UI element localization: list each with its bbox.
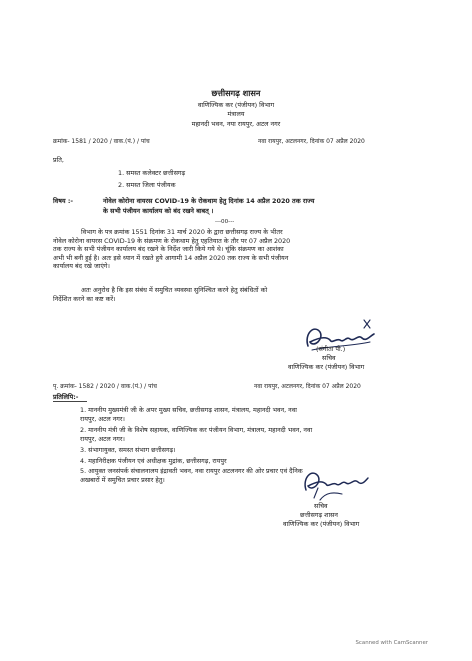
copy-label: प्रतिलिपि:- — [53, 393, 79, 401]
government-title: छत्तीसगढ़ शासन — [211, 88, 261, 98]
copy-item: 3. संभागायुक्त, समस्त संभाग छत्तीसगढ़। — [80, 446, 176, 454]
body-line: निर्देशित करने का कष्ट करें। — [53, 294, 116, 303]
subject-divider: ---00--- — [215, 219, 235, 225]
signatory-department: वाणिज्यिक कर (पंजीयन) विभाग — [288, 363, 365, 371]
signatory-name: (संगीता पी.) — [316, 345, 346, 353]
copy-label-underline — [53, 401, 87, 402]
copy-item: 2. माननीय मंत्री जी के विशेष सहायक, वाणिज्यिक कर पंजीयन विभाग, मंत्रालय, महानदी भवन, नवा — [80, 426, 313, 434]
office-address: महानदी भवन, नया रायपुर, अटल नगर — [191, 120, 281, 128]
recipient-item: 1. समस्त कलेक्टर छत्तीसगढ़ — [118, 169, 186, 177]
copy-item: रायपुर, अटल नगर। — [80, 435, 125, 443]
body-line: अतः अनुरोध है कि इस संबंध में समुचित व्यवस्था सुनिश्चित करने हेतु संबंधितों को — [81, 286, 268, 294]
recipient-item: 2. समस्त जिला पंजीयक — [118, 181, 176, 189]
endorsement-date: नवा रायपुर, अटलनगर, दिनांक 07 अप्रैल 2020 — [254, 383, 361, 390]
copy-item: 5. आयुक्त जनसंपर्क संचालनालय इंद्रावती भवन, नवा रायपुर अटलनगर की ओर प्रचार एवं दैनिक — [80, 467, 303, 475]
copy-item: 4. महानिरीक्षक पंजीयन एवं अधीक्षक मुद्रांक, छत्तीसगढ़, रायपुर — [80, 457, 227, 465]
body-paragraph — [53, 228, 417, 271]
signatory-government: छत्तीसगढ़ शासन — [300, 511, 338, 519]
order-date: नवा रायपुर, अटलनगर, दिनांक 07 अप्रैल 2020 — [258, 138, 365, 145]
body-line: अभी भी बनी हुई है। अतः इसे ध्यान में रखते हुये आगामी 14 अप्रैल 2020 तक राज्य के सभी पंजीयन — [53, 253, 289, 262]
copy-item: अखबारों में समुचित प्रचार प्रसार हेतु। — [80, 476, 165, 484]
recipients-label: प्रति, — [53, 156, 64, 164]
body-line: तक राज्य के सभी पंजीयन कार्यालय बंद रखने के निर्देश जारी किये गये थे। चूंकि संक्रमण का आशंका — [53, 245, 284, 254]
copy-item: रायपुर, अटल नगर। — [80, 415, 125, 423]
subject-line: के सभी पंजीयन कार्यालय को बंद रखने बाबत् । — [103, 207, 214, 215]
subject-label: विषय :- — [53, 197, 74, 205]
signatory-designation: सचिव — [314, 502, 328, 510]
signatory-designation: सचिव — [322, 354, 336, 362]
body-line: कार्यालय बंद रखे जाएंगे। — [53, 262, 110, 271]
signature-image — [300, 462, 370, 504]
department-name: वाणिज्यिक कर (पंजीयन) विभाग — [197, 101, 275, 109]
scanner-watermark: Scanned with CamScanner — [355, 640, 428, 646]
body-line: विभाग के पत्र क्रमांक 1551 दिनांक 31 मार्च 2020 के द्वारा छत्तीसगढ़ राज्य के भीतर — [81, 228, 283, 236]
order-number: क्रमांक- 1581 / 2020 / वाक.(पं.) / पांच — [53, 138, 150, 145]
signatory-department: वाणिज्यिक कर (पंजीयन) विभाग — [283, 520, 360, 528]
ministry-name: मंत्रालय — [227, 110, 245, 118]
copy-item: 1. माननीय मुख्यमंत्री जी के अपर मुख्य सचिव, छत्तीसगढ़ शासन, मंत्रालय, महानदी भवन, नवा — [80, 406, 297, 414]
subject-line: नोवेल कोरोना वायरस COVID-19 के रोकथाम हेतु दिनांक 14 अप्रैल 2020 तक राज्य — [103, 197, 315, 205]
body-paragraph — [53, 286, 417, 303]
body-line: नोवेल कोरोना वायरस COVID-19 के संक्रमण के रोकथाम हेतु एहतियात के तौर पर 07 अप्रैल 2020 — [53, 236, 291, 245]
endorsement-number: पृ. क्रमांक- 1582 / 2020 / वाक.(पं.) / पांच — [53, 383, 157, 390]
